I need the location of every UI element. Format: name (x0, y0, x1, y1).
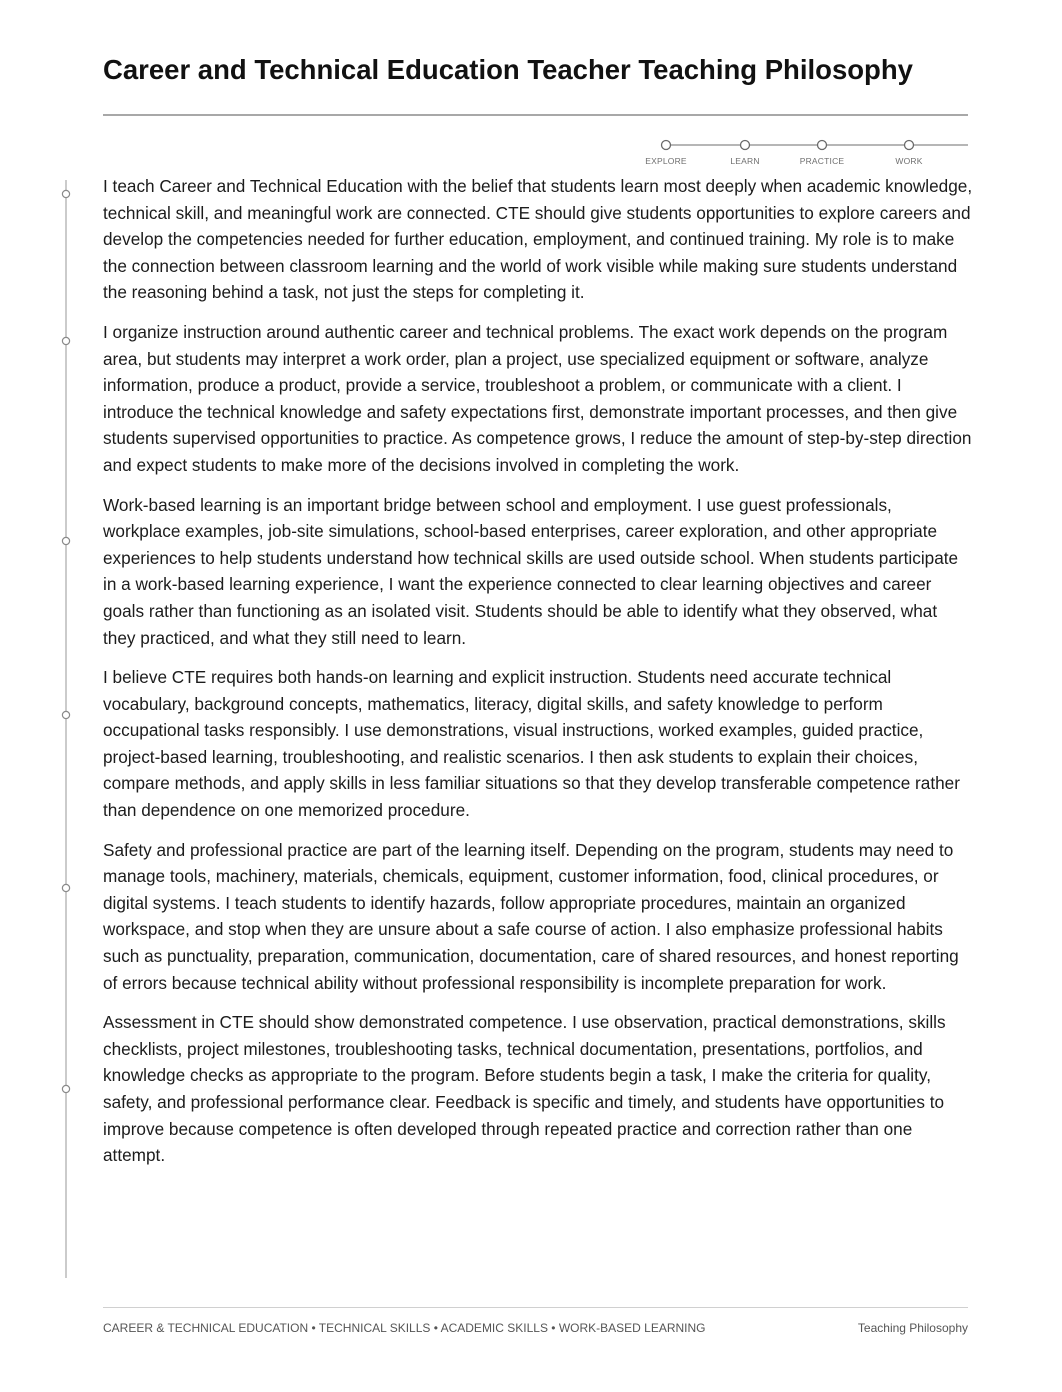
paragraph-hands-on-learning: I believe CTE requires both hands-on learning and explicit instruction. Students need accurate technical vocabulary, background concepts, mathematics, literacy, digital skills, and safety knowledge to perform occupational tasks responsibly. I use demonstrations, visual instructions, worked examples, guided practice, project-based learning, troubleshooting, and realistic scenarios. I then ask students to explain their choices, compare methods, and apply skills in less familiar situations so that they develop transferable competence rather than dependence on one memorized procedure. (103, 667, 960, 821)
career-stage-track (640, 136, 968, 170)
stage-marker-learn (741, 141, 750, 150)
paragraph-marker-3 (62, 537, 69, 544)
margin-timeline-graphic (54, 180, 76, 1280)
stage-label-work: WORK (895, 156, 923, 166)
paragraph-marker-5 (62, 884, 69, 891)
stage-label-learn: LEARN (730, 156, 760, 166)
paragraph-marker-2 (62, 337, 69, 344)
stage-label-explore: EXPLORE (645, 156, 687, 166)
stage-label-practice: PRACTICE (799, 156, 845, 166)
stage-marker-work (905, 141, 914, 150)
title-divider (103, 114, 968, 116)
paragraph-marker-6 (62, 1085, 69, 1092)
philosophy-body (103, 173, 973, 1182)
paragraph-marker-1 (62, 190, 69, 197)
paragraph-marker-4 (62, 711, 69, 718)
paragraph-intro: I teach Career and Technical Education with the belief that students learn most deeply when academic knowledge, technical skill, and meaningful work are connected. CTE should give students opportunities to explore careers and develop the competencies needed for further education, employment, and continued training. My role is to make the connection between classroom learning and the world of work visible while making sure students understand the reasoning behind a task, not just the steps for completing it. (103, 176, 973, 303)
stage-marker-explore (662, 141, 671, 150)
page-title: Career and Technical Education Teacher Teaching Philosophy (103, 54, 913, 85)
margin-timeline (54, 180, 76, 1280)
stage-marker-practice (818, 141, 827, 150)
footer-divider (103, 1307, 968, 1308)
paragraph-work-based-learning: Work-based learning is an important bridge between school and employment. I use guest professionals, workplace examples, job-site simulations, school-based enterprises, career exploration, and other appropriate experiences to help students understand how technical skills are used outside school. When students participate in a work-based learning experience, I want the experience connected to clear learning objectives and career goals rather than functioning as an isolated visit. Students should be able to identify what they observed, what they practiced, and what they still need to learn. (103, 494, 959, 648)
footer-keywords: CAREER & TECHNICAL EDUCATION • TECHNICAL SKILLS • ACADEMIC SKILLS • WORK-BASED LEARNING (103, 1321, 706, 1335)
footer-document-label: Teaching Philosophy (857, 1321, 968, 1335)
paragraph-instruction: I organize instruction around authentic career and technical problems. The exact work depends on the program area, but students may interpret a work order, plan a project, use specialized equipment or software, analyze information, produce a product, provide a service, troubleshoot a problem, or communicate with a client. I introduce the technical knowledge and safety expectations first, demonstrate important processes, and then give students supervised opportunities to practice. As competence grows, I reduce the amount of step-by-step direction and expect students to make more of the decisions involved in completing the work. (103, 321, 972, 475)
stage-track-graphic (640, 136, 968, 156)
paragraph-assessment: Assessment in CTE should show demonstrated competence. I use observation, practical demonstrations, skills checklists, project milestones, troubleshooting tasks, technical documentation, presentations, portfolios, and knowledge checks as appropriate to the program. Before students begin a task, I make the criteria for quality, safety, and professional performance clear. Feedback is specific and timely, and students have opportunities to improve because competence is often developed through repeated practice and correction rather than one attempt. (103, 1012, 946, 1166)
paragraph-safety: Safety and professional practice are part of the learning itself. Depending on the program, students may need to manage tools, machinery, materials, chemicals, equipment, customer information, food, clinical procedures, or digital systems. I teach students to identify hazards, follow appropriate procedures, maintain an organized workspace, and stop when they are unsure about a safe course of action. I also emphasize professional habits such as punctuality, preparation, communication, documentation, care of shared resources, and honest reporting of errors because technical ability without professional responsibility is incomplete preparation for work. (103, 839, 959, 993)
